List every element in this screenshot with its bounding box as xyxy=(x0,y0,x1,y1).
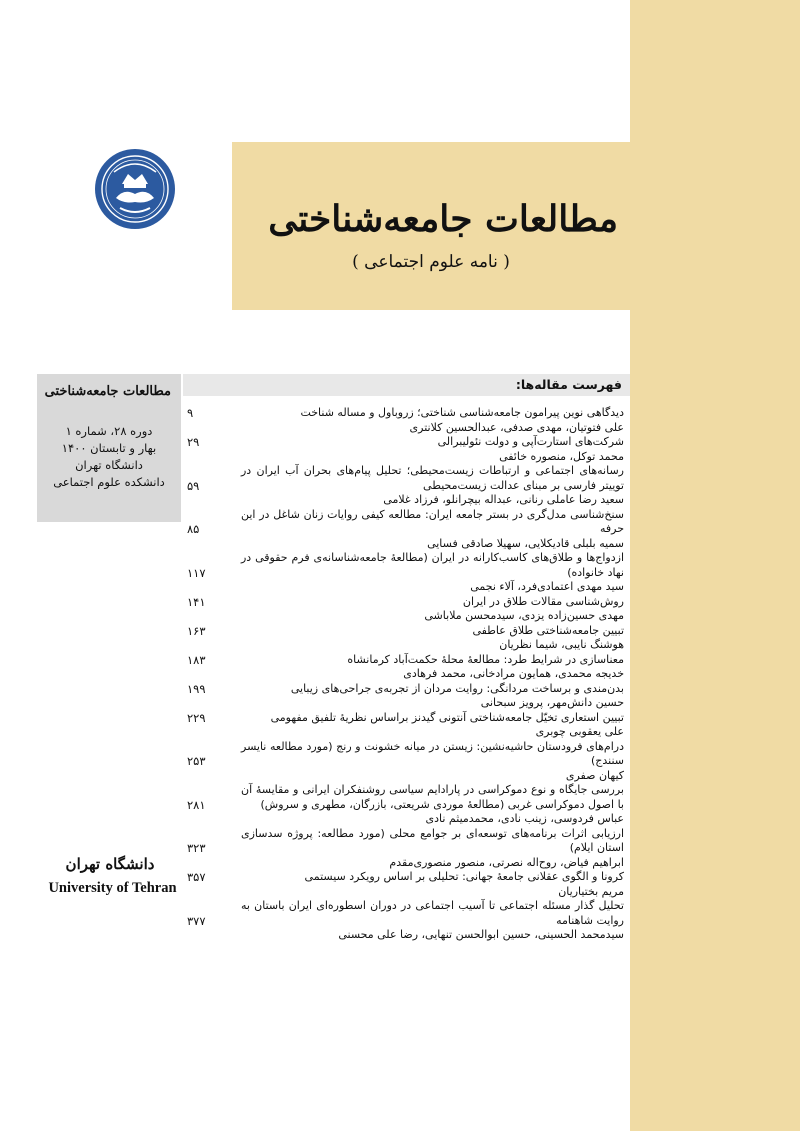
issue-volume: دوره ۲۸، شماره ۱ xyxy=(65,424,153,438)
toc-authors: هوشنگ نایبی، شیما نظریان xyxy=(499,638,624,651)
toc-entry[interactable] xyxy=(187,740,624,784)
toc-page-number: ۱۶۳ xyxy=(187,623,206,638)
toc-authors: عباس فردوسی، زینب نادی، محمدمیثم نادی xyxy=(425,812,624,825)
sidebar-journal-title: مطالعات جامعه‌شناختی xyxy=(44,384,171,399)
toc-entry[interactable] xyxy=(187,827,624,871)
toc-authors: سمیه بلبلی قادیکلایی، سهیلا صادقی فسایی xyxy=(427,536,624,550)
toc-article-title[interactable]: تبیین استعاری تخیّل جامعه‌شناختی آنتونی گیدنز براساس نظریهٔ تلفیق مفهومی xyxy=(270,710,624,724)
issue-faculty: دانشکده علوم اجتماعی xyxy=(53,475,165,489)
toc-entry[interactable] xyxy=(187,682,624,711)
issue-season: بهار و تابستان ۱۴۰۰ xyxy=(61,441,157,455)
toc-authors: سیدمحمد الحسینی، حسین ابوالحسن تنهایی، رضا علی محسنی xyxy=(338,928,624,941)
toc-page-number: ۱۱۷ xyxy=(187,565,206,580)
toc-authors: محمد توکل، منصوره خائفی xyxy=(499,449,624,463)
toc-authors: حسین دانش‌مهر، پرویز سبحانی xyxy=(480,696,624,709)
toc-article-title[interactable]: روش‌شناسی مقالات طلاق در ایران xyxy=(462,594,624,608)
toc-authors: مهدی حسین‌زاده یزدی، سیدمحسن ملاباشی xyxy=(424,609,624,622)
toc-entry[interactable] xyxy=(187,435,624,464)
toc-page-number: ۱۴۱ xyxy=(187,594,206,609)
toc-entry[interactable] xyxy=(187,551,624,595)
toc-authors: سید مهدی اعتمادی‌فرد، آلاء نجمی xyxy=(470,580,624,593)
toc-page-number: ۲۸۱ xyxy=(187,797,206,812)
toc-heading: فهرست مقاله‌ها: xyxy=(515,377,622,392)
toc-authors: کیهان صفری xyxy=(565,768,624,782)
toc-entry[interactable] xyxy=(187,406,624,435)
journal-subtitle: ( نامه علوم اجتماعی ) xyxy=(352,252,510,272)
toc-entry[interactable] xyxy=(187,464,624,508)
toc-authors: علی یعقوبی چوبری xyxy=(535,725,624,738)
title-box xyxy=(232,142,630,310)
toc-page-number: ۸۵ xyxy=(187,522,200,536)
toc-authors: سعید رضا عاملی رنانی، عبداله بیچرانلو، فرزاد غلامی xyxy=(383,493,624,506)
toc-page-number: ۳۷۷ xyxy=(187,913,206,928)
toc-authors: علی فتوتیان، مهدی صدفی، عبدالحسین کلانتری xyxy=(409,420,624,434)
journal-title: مطالعات جامعه‌شناختی xyxy=(268,198,618,240)
toc-article-title[interactable]: تحلیل گذار مسئله اجتماعی تا آسیب اجتماعی در دوران اسطوره‌ای ایران باستان به روایت شاهنامه xyxy=(241,899,624,927)
toc-article-title[interactable]: سنخ‌شناسی مدل‌گری در بستر جامعه ایران: مطالعه کیفی روایات زنان شاغل در این حرفه xyxy=(241,507,624,535)
toc-article-title[interactable]: دیدگاهی نوین پیرامون جامعه‌شناسی شناختی؛ زروباول و مساله شناخت xyxy=(300,406,624,419)
toc-entry[interactable] xyxy=(187,595,624,624)
table-of-contents xyxy=(187,406,624,943)
toc-page-number: ۳۲۳ xyxy=(187,841,206,855)
toc-authors: مریم بختیاریان xyxy=(558,884,624,898)
toc-entry[interactable] xyxy=(187,653,624,682)
toc-page-number: ۳۵۷ xyxy=(187,870,206,884)
toc-entry[interactable] xyxy=(187,624,624,653)
toc-article-title[interactable]: ازدواج‌ها و طلاق‌های کاسب‌کارانه در ایران (مطالعهٔ جامعه‌شناسانه‌ی فرم حقوقی در نهاد خانواده) xyxy=(241,551,624,579)
university-logo-icon xyxy=(94,148,176,230)
toc-article-title[interactable]: رسانه‌های اجتماعی و ارتباطات زیست‌محیطی؛ تحلیل پیام‌های بحران آب ایران در توییتر فارسی بر مبنای عدالت زیست‌محیطی xyxy=(241,464,624,492)
toc-page-number: ۲۲۹ xyxy=(187,710,206,725)
toc-article-title[interactable]: کرونا و الگوی عقلانی جامعهٔ جهانی: تحلیلی بر اساس رویکرد سیستمی xyxy=(304,870,624,883)
university-name-fa: دانشگاه تهران xyxy=(65,855,155,873)
university-name-en: University of Tehran xyxy=(48,880,177,896)
toc-entry[interactable] xyxy=(187,899,624,943)
issue-university: دانشگاه تهران xyxy=(75,458,143,472)
toc-entry[interactable] xyxy=(187,508,624,552)
issue-info-box xyxy=(37,374,181,522)
toc-article-title[interactable]: بدن‌مندی و برساخت مردانگی: روایت مردان از تجربه‌ی جراحی‌های زیبایی xyxy=(290,681,624,695)
toc-article-title[interactable]: درام‌های فرودستان حاشیه‌نشین: زیستن در میانه خشونت و رنج (مورد مطالعه نایسر سنندج) xyxy=(241,739,624,767)
toc-entry[interactable] xyxy=(187,711,624,740)
toc-article-title[interactable]: شرکت‌های استارت‌آپی و دولت نئولیبرالی xyxy=(437,435,624,448)
toc-page-number: ۲۹ xyxy=(187,435,200,449)
toc-article-title[interactable]: تبیین جامعه‌شناختی طلاق عاطفی xyxy=(472,623,624,637)
toc-authors: ابراهیم فیاض، روح‌اله نصرتی، منصور منصوری‌مقدم xyxy=(389,855,624,869)
toc-entry[interactable] xyxy=(187,783,624,827)
toc-page-number: ۵۹ xyxy=(187,478,200,493)
toc-page-number: ۹ xyxy=(187,406,194,420)
toc-entry[interactable] xyxy=(187,870,624,899)
toc-page-number: ۱۸۳ xyxy=(187,652,206,667)
toc-page-number: ۲۵۳ xyxy=(187,754,206,768)
toc-page-number: ۱۹۹ xyxy=(187,681,206,696)
cover-spine-band xyxy=(630,0,800,1131)
toc-authors: خدیجه محمدی، همایون مرادخانی، محمد فرهادی xyxy=(403,667,624,680)
toc-article-title[interactable]: ارزیابی اثرات برنامه‌های توسعه‌ای بر جوامع محلی (مورد مطالعه: پروژه سدسازی استان ایلام) xyxy=(241,826,624,854)
toc-article-title[interactable]: معناسازی در شرایط طرد: مطالعهٔ محلهٔ حکمت‌آباد کرمانشاه xyxy=(347,652,624,666)
toc-article-title[interactable]: بررسی جایگاه و نوع دموکراسی در پارادایم سیاسی روشنفکران ایرانی و مقایسهٔ آن با اصول دموکراسی غربی (مطالعهٔ موردی شریعتی، بازرگان، مطهری و سروش) xyxy=(241,783,624,811)
